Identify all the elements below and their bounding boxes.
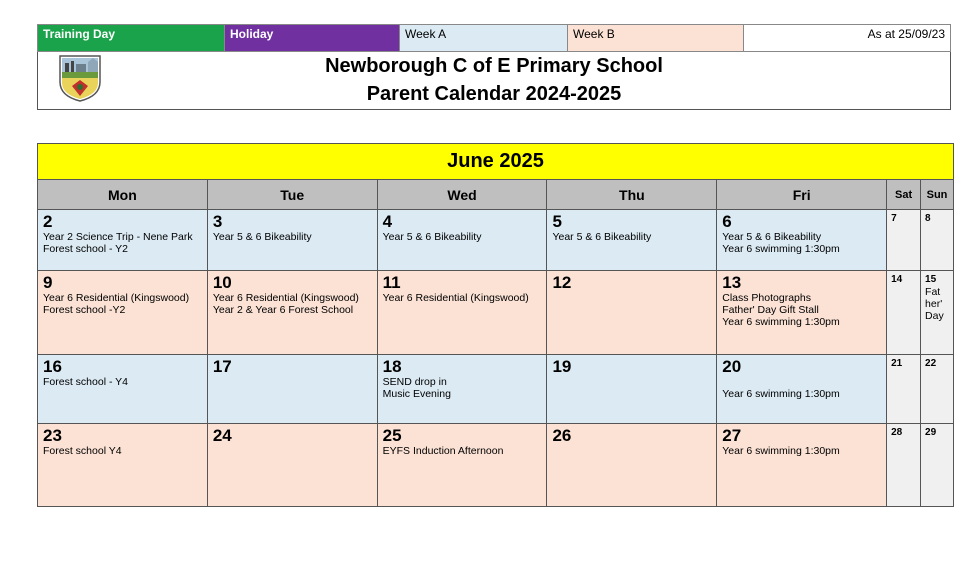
event-text: Year 5 & 6 Bikeability bbox=[382, 231, 482, 243]
day-cell[interactable] bbox=[378, 210, 548, 271]
day-cell[interactable] bbox=[921, 355, 954, 424]
month-title: June 2025 bbox=[38, 144, 954, 180]
day-number: 2 bbox=[43, 212, 53, 231]
day-cell[interactable] bbox=[547, 424, 717, 507]
legend-holiday: Holiday bbox=[225, 25, 400, 51]
school-name: Newborough C of E Primary School bbox=[325, 55, 663, 77]
calendar-title: Parent Calendar 2024-2025 bbox=[366, 83, 622, 105]
day-number: 29 bbox=[925, 427, 937, 438]
week-row bbox=[38, 271, 954, 355]
day-cell[interactable] bbox=[547, 271, 717, 355]
legend-week-a: Week A bbox=[400, 25, 568, 51]
day-cell[interactable] bbox=[887, 210, 921, 271]
day-number: 25 bbox=[382, 426, 402, 445]
day-header-fri: Fri bbox=[717, 180, 887, 210]
day-cell[interactable] bbox=[921, 424, 954, 507]
day-number: 10 bbox=[212, 273, 232, 292]
event-text: Year 6 Residential (Kingswood) bbox=[212, 292, 359, 304]
event-text: her' bbox=[925, 298, 943, 310]
day-number: 20 bbox=[722, 357, 742, 376]
day-cell[interactable] bbox=[921, 210, 954, 271]
event-text: Year 6 swimming 1:30pm bbox=[722, 316, 840, 328]
day-cell[interactable] bbox=[208, 271, 378, 355]
day-number: 9 bbox=[43, 273, 53, 292]
event-text: Year 5 & 6 Bikeability bbox=[552, 231, 652, 243]
day-number: 3 bbox=[212, 212, 223, 231]
day-cell[interactable] bbox=[208, 424, 378, 507]
day-number: 14 bbox=[891, 274, 903, 285]
day-number: 23 bbox=[43, 426, 62, 445]
day-header-wed: Wed bbox=[378, 180, 548, 210]
day-number: 7 bbox=[891, 213, 897, 224]
day-cell[interactable] bbox=[208, 210, 378, 271]
event-text: Father' Day Gift Stall bbox=[722, 304, 819, 316]
day-cell[interactable] bbox=[717, 210, 887, 271]
day-cell[interactable] bbox=[717, 355, 887, 424]
day-cell[interactable] bbox=[378, 424, 548, 507]
week-row bbox=[38, 424, 954, 507]
day-number: 24 bbox=[212, 426, 232, 445]
day-cell[interactable] bbox=[378, 355, 548, 424]
event-text: Year 6 swimming 1:30pm bbox=[722, 243, 840, 255]
day-number: 16 bbox=[43, 357, 62, 376]
event-text: Year 6 Residential (Kingswood) bbox=[382, 292, 529, 304]
day-number: 15 bbox=[925, 274, 937, 285]
day-number: 26 bbox=[552, 426, 572, 445]
day-number: 12 bbox=[552, 273, 572, 292]
day-header-mon: Mon bbox=[38, 180, 208, 210]
event-text: SEND drop in bbox=[382, 376, 447, 388]
event-text: Year 6 swimming 1:30pm bbox=[722, 445, 840, 457]
day-number: 4 bbox=[382, 212, 393, 231]
event-text: EYFS Induction Afternoon bbox=[382, 445, 504, 457]
day-cell[interactable] bbox=[38, 424, 208, 507]
day-cell[interactable] bbox=[38, 355, 208, 424]
event-text: Forest school -Y2 bbox=[43, 304, 126, 316]
day-header-sun: Sun bbox=[921, 180, 954, 210]
legend-bar bbox=[37, 24, 951, 52]
day-cell[interactable] bbox=[378, 271, 548, 355]
day-number: 21 bbox=[891, 358, 903, 369]
event-text: Year 5 & 6 Bikeability bbox=[722, 231, 822, 243]
calendar-header bbox=[37, 52, 951, 110]
event-text: Year 6 Residential (Kingswood) bbox=[43, 292, 190, 304]
legend-training-day: Training Day bbox=[38, 25, 225, 51]
day-cell[interactable] bbox=[208, 355, 378, 424]
day-header-tue: Tue bbox=[208, 180, 378, 210]
day-number: 11 bbox=[382, 273, 401, 292]
day-cell[interactable] bbox=[887, 424, 921, 507]
day-number: 28 bbox=[891, 427, 903, 438]
week-row bbox=[38, 210, 954, 271]
event-text: Fat bbox=[925, 286, 941, 298]
event-text: Year 2 Science Trip - Nene Park bbox=[43, 231, 193, 243]
legend-week-b: Week B bbox=[568, 25, 744, 51]
day-number: 19 bbox=[552, 357, 572, 376]
day-number: 22 bbox=[925, 358, 937, 369]
event-text: Forest school - Y4 bbox=[43, 376, 129, 388]
day-cell[interactable] bbox=[547, 355, 717, 424]
month-calendar bbox=[37, 143, 954, 507]
day-number: 13 bbox=[722, 273, 742, 292]
event-text: Year 2 & Year 6 Forest School bbox=[212, 304, 354, 316]
day-header-row bbox=[38, 180, 954, 210]
day-number: 27 bbox=[722, 426, 742, 445]
day-header-thu: Thu bbox=[547, 180, 717, 210]
event-text: Year 6 swimming 1:30pm bbox=[722, 388, 840, 400]
event-text: Day bbox=[925, 310, 944, 322]
day-cell[interactable] bbox=[717, 424, 887, 507]
day-cell[interactable] bbox=[38, 210, 208, 271]
week-row bbox=[38, 355, 954, 424]
day-cell[interactable] bbox=[887, 355, 921, 424]
legend-as-at-date: As at 25/09/23 bbox=[867, 27, 945, 41]
day-cell[interactable] bbox=[38, 271, 208, 355]
day-cell[interactable] bbox=[547, 210, 717, 271]
day-number: 8 bbox=[925, 213, 931, 224]
event-text: Forest school - Y2 bbox=[43, 243, 129, 255]
event-text: Music Evening bbox=[382, 388, 451, 400]
day-cell[interactable] bbox=[887, 271, 921, 355]
day-number: 17 bbox=[212, 357, 232, 376]
event-text: Class Photographs bbox=[722, 292, 811, 304]
event-text: Forest school Y4 bbox=[43, 445, 122, 457]
day-number: 18 bbox=[382, 357, 402, 376]
day-cell[interactable] bbox=[717, 271, 887, 355]
day-header-sat: Sat bbox=[887, 180, 921, 210]
day-cell[interactable] bbox=[921, 271, 954, 355]
day-number: 6 bbox=[722, 212, 732, 231]
day-number: 5 bbox=[552, 212, 562, 231]
event-text: Year 5 & 6 Bikeability bbox=[212, 231, 312, 243]
